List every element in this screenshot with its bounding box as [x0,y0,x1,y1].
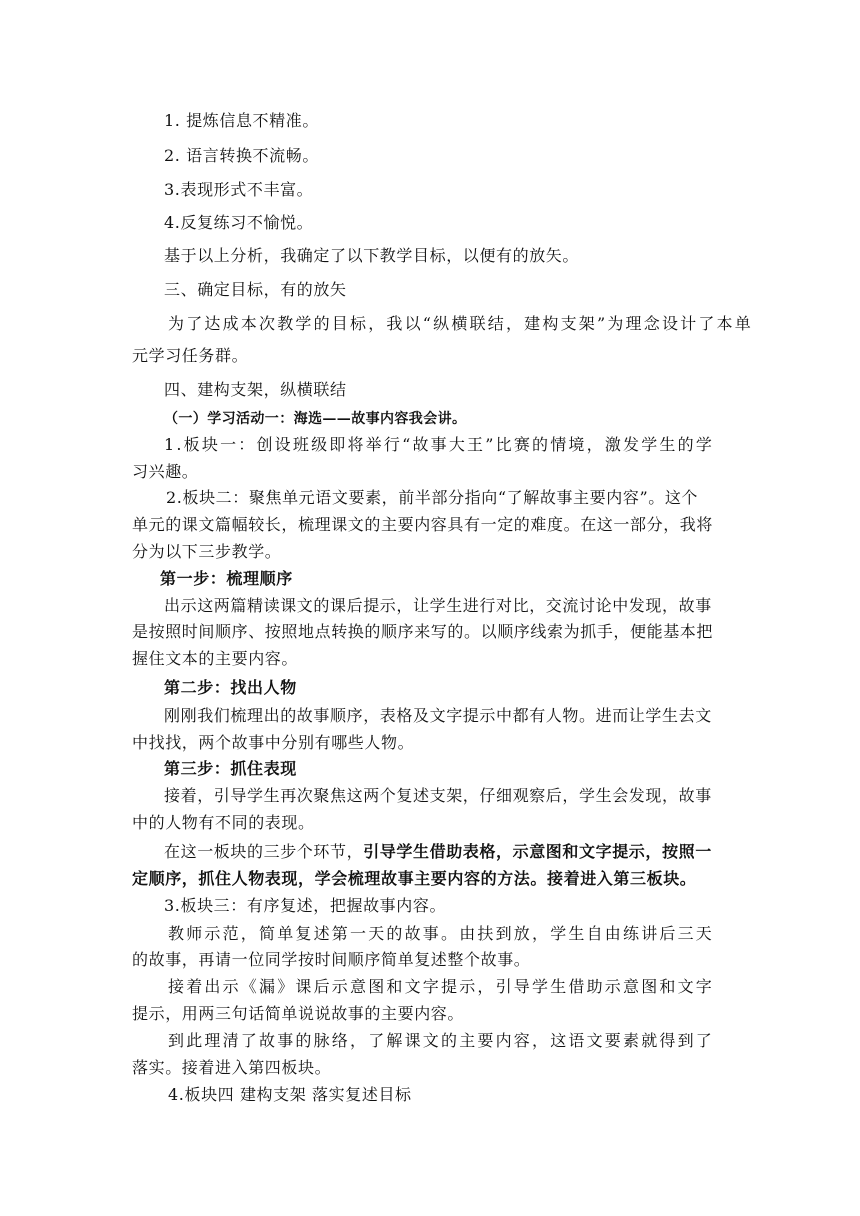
paragraph-line: 刚刚我们梳理出的故事顺序，表格及文字提示中都有人物。进而让学生去文 [164,706,712,725]
paragraph-line: 1.板块一：创设班级即将举行“故事大王”比赛的情境，激发学生的学 [164,435,715,454]
paragraph-line: 中找找，两个故事中分别有哪些人物。 [132,733,415,752]
paragraph-line: 分为以下三步教学。 [132,542,282,561]
list-item: 2. 语言转换不流畅。 [164,146,319,165]
paragraph-line: 单元的课文篇幅较长，梳理课文的主要内容具有一定的难度。在这一部分，我将 [132,515,714,534]
list-item: 1. 提炼信息不精准。 [164,111,319,130]
paragraph-line: 出示这两篇精读课文的课后提示，让学生进行对比，交流讨论中发现，故事 [164,596,712,615]
paragraph-line: 落实。接着进入第四板块。 [132,1058,332,1077]
list-item: 3.表现形式不丰富。 [164,180,314,199]
paragraph-line: 到此理清了故事的脉络，了解课文的主要内容，这语文要素就得到了 [168,1031,715,1050]
analysis-conclusion: 基于以上分析，我确定了以下教学目标，以便有的放矢。 [164,246,580,265]
paragraph-line: 中的人物有不同的表现。 [132,813,315,832]
paragraph-line: 提示，用两三句话简单说说故事的主要内容。 [132,1004,465,1023]
paragraph-line: 元学习任务群。 [132,346,249,365]
paragraph-line: 习兴趣。 [132,462,199,481]
paragraph-line: 握住文本的主要内容。 [132,649,299,668]
list-item: 4.反复练习不愉悦。 [164,213,314,232]
paragraph-line: 教师示范，简单复述第一天的故事。由扶到放，学生自由练讲后三天 [168,924,715,943]
paragraph-line: 是按照时间顺序、按照地点转换的顺序来写的。以顺序线索为抓手，便能基本把 [132,622,714,641]
activity-heading: （一）学习活动一：海选——故事内容我会讲。 [164,411,467,427]
section-heading: 三、确定目标，有的放矢 [164,280,347,299]
paragraph-line: 为了达成本次教学的目标，我以“纵横联结，建构支架”为理念设计了本单 [168,314,753,333]
summary-text: 在这一板块的三步个环节， [164,842,364,861]
block-heading: 4.板块四 建构支架 落实复述目标 [168,1085,412,1104]
paragraph-line: 接着出示《漏》课后示意图和文字提示，引导学生借助示意图和文字 [168,977,715,996]
summary-emphasis: 引导学生借助表格，示意图和文字提示，按照一 [363,842,712,861]
paragraph-line: 接着，引导学生再次聚焦这两个复述支架，仔细观察后，学生会发现，故事 [164,786,712,805]
step-heading: 第一步：梳理顺序 [160,569,293,588]
summary-line [164,841,712,863]
step-heading: 第二步：找出人物 [164,678,297,697]
paragraph-line: 2.板块二：聚焦单元语文要素，前半部分指向“了解故事主要内容”。这个 [166,488,699,507]
section-heading: 四、建构支架，纵横联结 [164,380,347,399]
block-heading: 3.板块三：有序复述，把握故事内容。 [164,896,447,915]
step-heading: 第三步：抓住表现 [164,759,297,778]
paragraph-line: 的故事，再请一位同学按时间顺序简单复述整个故事。 [132,950,531,969]
summary-emphasis: 定顺序，抓住人物表现，学会梳理故事主要内容的方法。接着进入第三板块。 [132,869,697,888]
